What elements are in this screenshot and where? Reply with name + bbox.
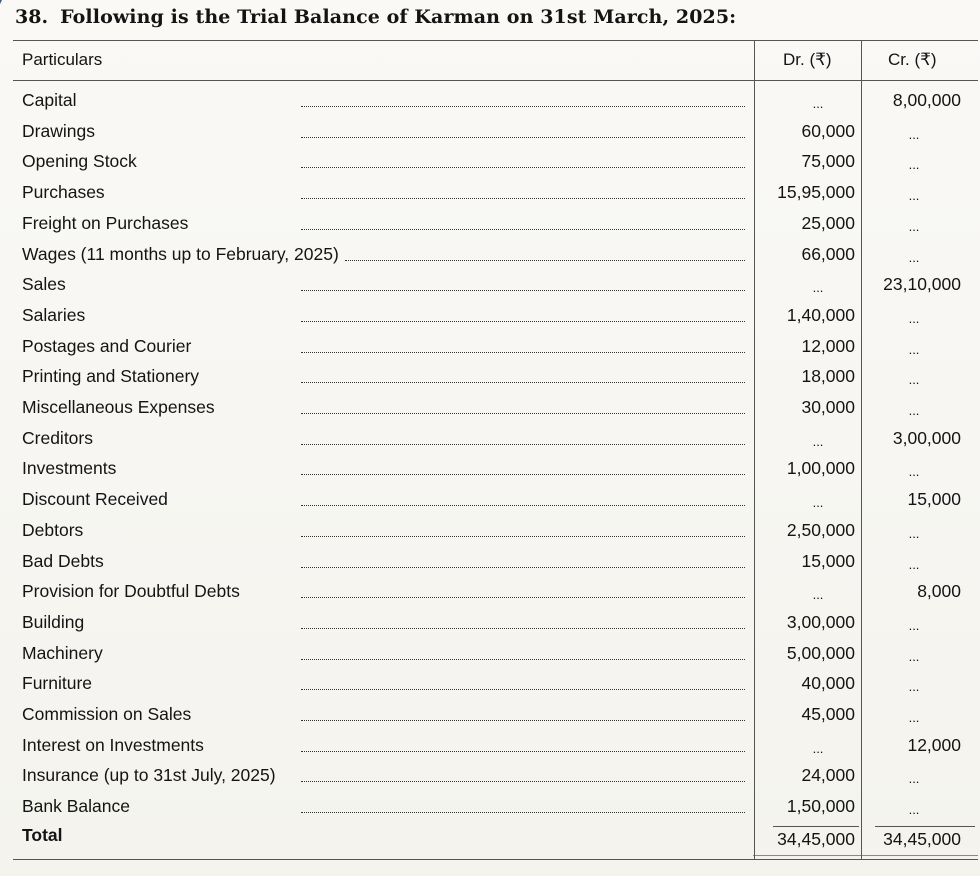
row-debit: 15,000 <box>801 550 855 571</box>
trial-balance-table <box>13 40 978 860</box>
row-debit: ... <box>812 587 824 603</box>
table-row <box>13 547 978 577</box>
total-label: Total <box>22 824 63 845</box>
table-row <box>13 209 978 239</box>
row-particulars: Investments <box>22 458 117 479</box>
dotted-leader <box>301 444 745 445</box>
dotted-leader <box>301 505 745 506</box>
dotted-leader <box>301 567 745 568</box>
row-credit: ... <box>908 188 920 204</box>
table-row <box>13 270 978 300</box>
row-debit: 25,000 <box>801 212 855 233</box>
row-debit: ... <box>812 433 824 449</box>
row-credit: ... <box>908 218 920 234</box>
row-debit: 66,000 <box>801 243 855 264</box>
header-credit: Cr. (₹) <box>888 50 937 69</box>
row-debit: 18,000 <box>801 366 855 387</box>
row-debit: ... <box>812 495 824 511</box>
row-credit: ... <box>908 341 920 357</box>
dotted-leader <box>301 352 745 353</box>
dotted-leader <box>301 474 745 475</box>
dotted-leader <box>301 229 745 230</box>
row-particulars: Purchases <box>22 182 105 203</box>
dotted-leader <box>301 597 745 598</box>
table-row <box>13 485 978 515</box>
dotted-leader <box>301 106 745 107</box>
table-row <box>13 393 978 423</box>
total-credit: 34,45,000 <box>883 828 961 849</box>
row-debit: 1,00,000 <box>786 458 855 479</box>
row-particulars: Bank Balance <box>22 796 130 817</box>
row-particulars: Sales <box>22 274 66 295</box>
question-text: Following is the Trial Balance of Karman on 31st March, 2025: <box>60 6 737 28</box>
row-debit: 60,000 <box>801 120 855 141</box>
row-credit: ... <box>908 710 920 725</box>
table-top-rule <box>13 40 978 41</box>
row-credit: ... <box>908 249 920 265</box>
table-row <box>13 147 978 177</box>
row-debit: 40,000 <box>801 673 855 694</box>
table-row <box>13 608 978 638</box>
row-debit: 30,000 <box>801 397 855 417</box>
row-particulars: Opening Stock <box>22 151 137 172</box>
row-credit: 12,000 <box>907 734 961 755</box>
table-row <box>13 362 978 392</box>
table-row <box>13 700 978 730</box>
row-credit: 15,000 <box>907 489 961 510</box>
row-particulars: Commission on Sales <box>22 704 192 724</box>
row-credit: ... <box>908 310 920 326</box>
row-particulars: Freight on Purchases <box>22 212 189 233</box>
dotted-leader <box>301 720 745 721</box>
total-row <box>13 821 978 851</box>
table-row <box>13 792 978 822</box>
row-credit: ... <box>908 157 920 173</box>
row-particulars: Building <box>22 611 85 632</box>
row-credit: 23,10,000 <box>883 274 961 295</box>
dotted-leader <box>301 628 745 629</box>
row-credit: 8,00,000 <box>892 90 961 110</box>
row-particulars: Salaries <box>22 304 86 325</box>
row-particulars: Postages and Courier <box>22 335 192 356</box>
table-row <box>13 669 978 699</box>
table-row <box>13 240 978 270</box>
pen-mark <box>0 0 12 22</box>
row-particulars: Insurance (up to 31st July, 2025) <box>22 765 276 786</box>
dotted-leader <box>301 137 745 138</box>
row-particulars: Furniture <box>22 673 93 694</box>
row-particulars: Drawings <box>22 120 95 141</box>
table-row <box>13 516 978 546</box>
row-debit: 45,000 <box>801 704 855 724</box>
total-debit: 34,45,000 <box>777 828 855 849</box>
table-bottom-rule <box>13 859 978 860</box>
row-particulars: Provision for Doubtful Debts <box>22 581 240 602</box>
dotted-leader <box>301 689 745 690</box>
table-row <box>13 178 978 208</box>
dotted-leader <box>301 198 745 199</box>
row-credit: ... <box>908 126 920 142</box>
row-particulars: Capital <box>22 90 77 110</box>
question-heading <box>15 6 736 28</box>
row-credit: 8,000 <box>917 581 961 602</box>
table-double-rule <box>753 855 978 856</box>
row-particulars: Debtors <box>22 519 84 540</box>
question-number: 38. <box>15 6 49 28</box>
dotted-leader <box>301 167 745 168</box>
header-debit: Dr. (₹) <box>783 50 832 69</box>
row-credit: ... <box>908 648 920 664</box>
row-credit: ... <box>908 372 920 388</box>
header-particulars: Particulars <box>22 50 103 69</box>
row-credit: ... <box>908 556 920 572</box>
table-row <box>13 454 978 484</box>
row-debit: 12,000 <box>801 335 855 356</box>
dotted-leader <box>301 536 745 537</box>
row-credit: ... <box>908 771 920 787</box>
row-debit: 5,00,000 <box>786 642 855 663</box>
row-particulars: Discount Received <box>22 489 168 510</box>
row-credit: 3,00,000 <box>892 427 961 448</box>
row-debit: 3,00,000 <box>786 611 855 632</box>
row-credit: ... <box>908 525 920 541</box>
row-credit: ... <box>908 464 920 480</box>
row-credit: ... <box>908 617 920 633</box>
dotted-leader <box>301 290 745 291</box>
header-rule <box>13 80 978 81</box>
row-debit: ... <box>812 96 824 111</box>
row-credit: ... <box>908 802 920 818</box>
dotted-leader <box>301 751 745 752</box>
table-row <box>13 117 978 147</box>
row-credit: ... <box>908 403 920 418</box>
row-debit: 1,40,000 <box>786 304 855 325</box>
row-particulars: Machinery <box>22 642 103 663</box>
row-debit: 1,50,000 <box>786 796 855 817</box>
row-particulars: Creditors <box>22 427 93 448</box>
row-credit: ... <box>908 679 920 695</box>
table-row <box>13 424 978 454</box>
row-debit: ... <box>812 280 824 296</box>
row-debit: 2,50,000 <box>786 519 855 540</box>
row-particulars: Miscellaneous Expenses <box>22 397 215 417</box>
row-particulars: Bad Debts <box>22 550 104 571</box>
row-particulars: Printing and Stationery <box>22 366 200 387</box>
table-row <box>13 577 978 607</box>
table-row <box>13 332 978 362</box>
row-debit: 15,95,000 <box>777 182 855 203</box>
table-row <box>13 86 978 116</box>
dotted-leader <box>301 321 745 322</box>
row-debit: 75,000 <box>801 151 855 172</box>
row-particulars: Wages (11 months up to February, 2025) <box>22 243 339 264</box>
table-row <box>13 731 978 761</box>
dotted-leader <box>301 382 745 383</box>
dotted-leader <box>301 812 745 813</box>
dotted-leader <box>301 659 745 660</box>
dotted-leader <box>301 413 745 414</box>
table-row <box>13 761 978 791</box>
dotted-leader <box>345 260 745 261</box>
dotted-leader <box>301 781 745 782</box>
row-debit: ... <box>812 740 824 756</box>
table-row <box>13 639 978 669</box>
row-particulars: Interest on Investments <box>22 734 204 755</box>
table-row <box>13 301 978 331</box>
row-debit: 24,000 <box>801 765 855 786</box>
